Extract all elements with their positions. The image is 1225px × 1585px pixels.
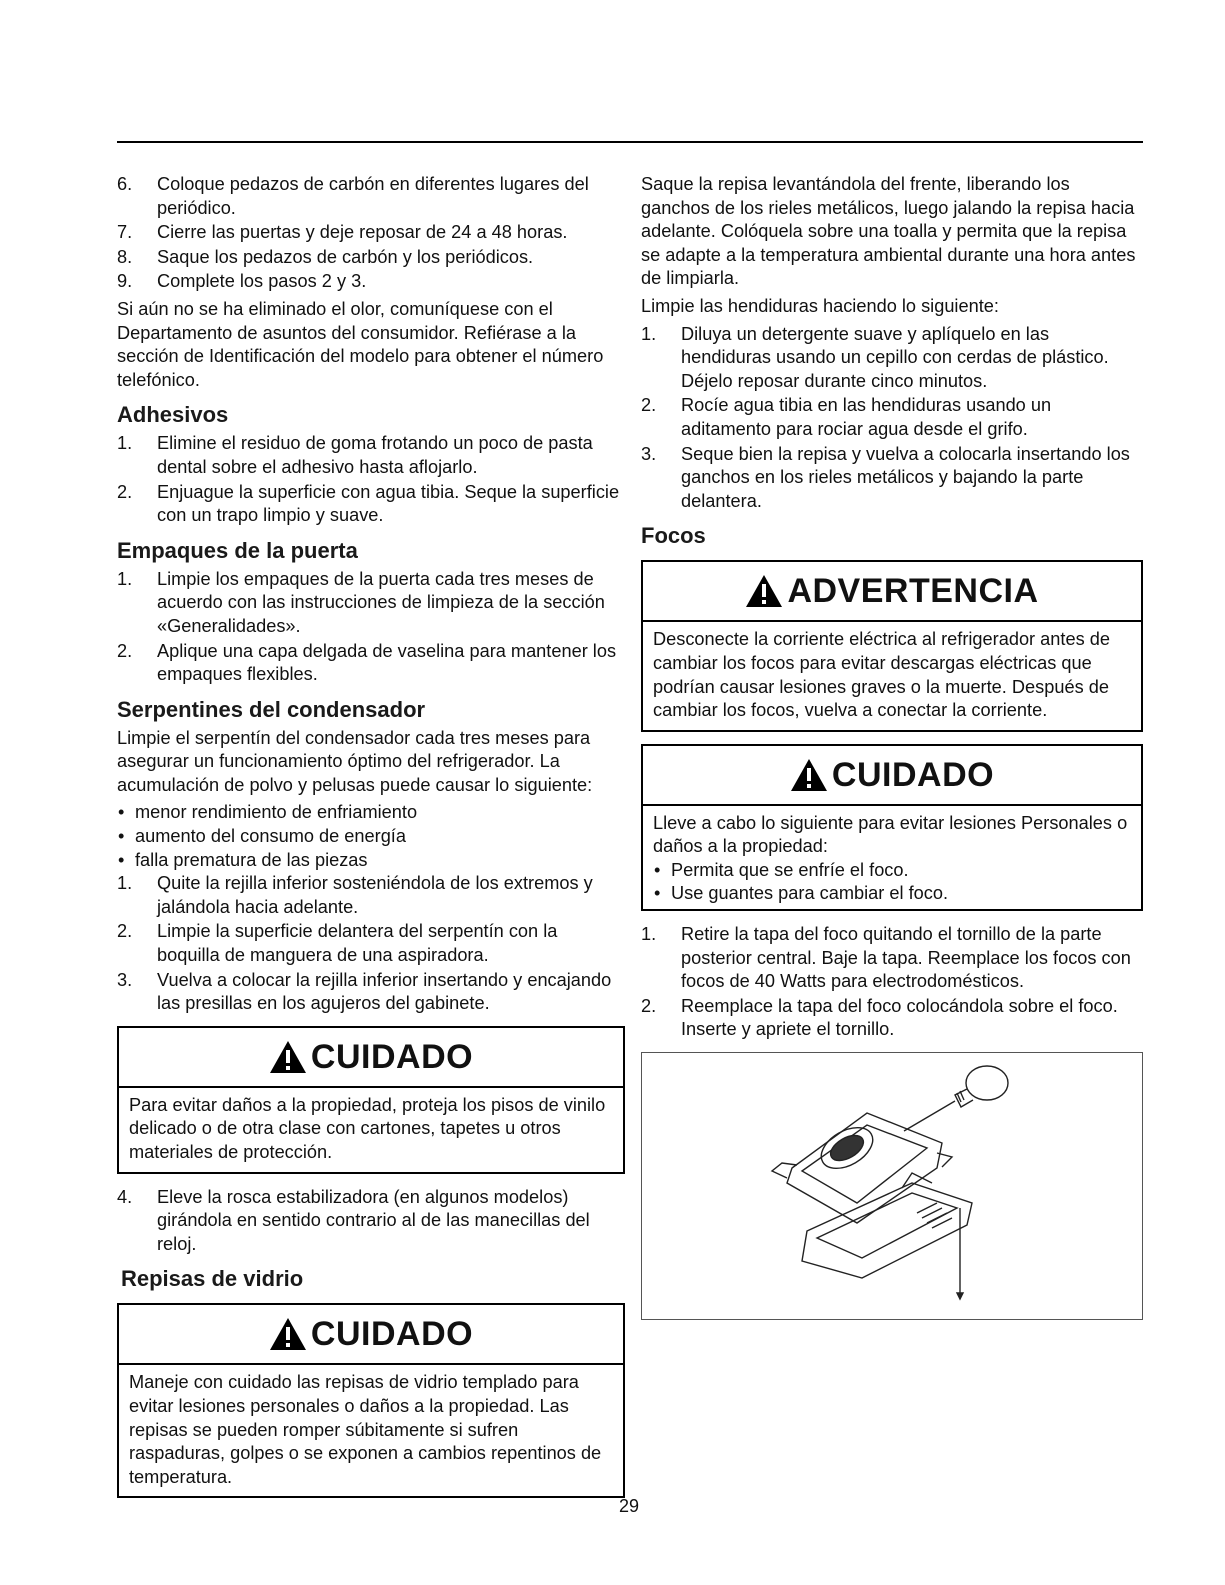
caution-header (119, 1028, 623, 1088)
caution-box-shelves (117, 1303, 625, 1498)
light-bulb-cover-illustration (641, 1052, 1143, 1320)
warning-word: ADVERTENCIA (787, 572, 1039, 611)
warning-triangle-icon (269, 1317, 307, 1351)
serpentines-bullets (117, 801, 625, 872)
list-item: 2. Aplique una capa delgada de vaselina para mantener los empaques flexibles. (117, 640, 617, 685)
bullet-icon: • (654, 883, 661, 904)
right-column (641, 173, 1143, 1320)
list-item: • aumento del consumo de energía (117, 825, 625, 849)
warning-triangle-icon (790, 758, 828, 792)
caution-header (643, 746, 1141, 806)
list-item: 3. Seque bien la repisa y vuelva a colocarla insertando los ganchos en los rieles metálicos y bajando la parte delantera. (641, 443, 1130, 511)
caution-header (119, 1305, 623, 1365)
heading-repisas: Repisas de vidrio (121, 1266, 304, 1292)
adhesivos-steps (117, 432, 625, 527)
list-item: 1. Limpie los empaques de la puerta cada tres meses de acuerdo con las instrucciones de limpieza de la sección «Generalidades». (117, 568, 605, 636)
list-item: 2. Enjuague la superficie con agua tibia. Seque la superficie con un trapo limpio y suave. (117, 481, 620, 526)
serpentines-steps (117, 872, 625, 1016)
leveling-step (117, 1186, 625, 1257)
caution-word: CUIDADO (310, 1315, 474, 1354)
heading-serpentines: Serpentines del condensador (117, 696, 426, 722)
list-item: 1. Retire la tapa del foco quitando el tornillo de la parte posterior central. Baje la tapa. Reemplace los focos con focos de 40 Watts para electrodomésticos. (641, 924, 1131, 992)
odor-note: Si aún no se ha eliminado el olor, comuníquese con el Departamento de asuntos del consumidor. Refiérase a la sección de Identificación del modelo para obtener el número telefónico. (117, 298, 604, 390)
bulb-steps (641, 923, 1143, 1042)
bullet-icon: • (118, 826, 125, 847)
bullet-icon: • (118, 802, 125, 823)
caution-word: CUIDADO (310, 1037, 474, 1076)
list-item: 2. Rocíe agua tibia en las hendiduras usando un aditamento para rociar agua desde el grifo. (641, 395, 1052, 439)
serpentines-intro: Limpie el serpentín del condensador cada tres meses para asegurar un funcionamiento óptimo del refrigerador. La acumulación de polvo y pelusas puede causar lo siguiente: (117, 727, 593, 795)
heading-adhesivos: Adhesivos (117, 402, 229, 428)
heading-empaques: Empaques de la puerta (117, 537, 358, 563)
warning-box (641, 560, 1143, 731)
list-item: 4. Eleve la rosca estabilizadora (en algunos modelos) girándola en sentido contrario al de las manecillas del reloj. (117, 1186, 590, 1254)
list-item: • Use guantes para cambiar el foco. (653, 882, 1131, 906)
list-item: 1. Diluya un detergente suave y aplíquelo en las hendiduras usando un cepillo con cerdas de plástico. Déjelo reposar durante cinco minutos. (641, 323, 1109, 391)
top-rule (117, 141, 1143, 143)
warning-triangle-icon (269, 1040, 307, 1074)
list-item: 1. Quite la rejilla inferior sosteniéndola de los extremos y jalándola hacia adelante. (117, 873, 593, 917)
list-item: 6. Coloque pedazos de carbón en diferentes lugares del periódico. (117, 174, 589, 218)
list-item: 2. Reemplace la tapa del foco colocándola sobre el foco. Inserte y apriete el tornillo. (641, 995, 1118, 1040)
bullet-icon: • (654, 859, 661, 880)
list-item: • menor rendimiento de enfriamiento (117, 801, 625, 825)
grooves-intro: Limpie las hendiduras haciendo lo siguiente: (641, 295, 999, 316)
left-column (117, 173, 625, 1510)
list-item: 7. Cierre las puertas y deje reposar de 24 a 48 horas. (117, 222, 568, 243)
grooves-steps (641, 323, 1143, 514)
bulb-cover-drawing (642, 1053, 1142, 1319)
warning-text: Desconecte la corriente eléctrica al refrigerador antes de cambiar los focos para evitar descargas eléctricas que podrían causar lesiones graves o la muerte. Después de cambiar los focos, vuelva a conectar la corriente. (653, 629, 1110, 721)
bullet-icon: • (118, 849, 125, 870)
caution-box-bulb (641, 744, 1143, 911)
warning-triangle-icon (745, 574, 783, 608)
list-item: • falla prematura de las piezas (117, 849, 625, 873)
list-item: 9. Complete los pasos 2 y 3. (117, 271, 367, 292)
list-item: 2. Limpie la superficie delantera del serpentín con la boquilla de manguera de una aspiradora. (117, 921, 558, 966)
warning-header (643, 562, 1141, 622)
page-number: 29 (619, 1496, 640, 1516)
caution-box-floors (117, 1026, 625, 1174)
list-item: 8. Saque los pedazos de carbón y los periódicos. (117, 246, 534, 267)
caution-text: Para evitar daños a la propiedad, proteja los pisos de vinilo delicado o de otra clase con cartones, tapetes u otros materiales de protección. (129, 1094, 606, 1162)
empaques-steps (117, 568, 625, 687)
caution-bullets (653, 859, 1131, 906)
odor-steps-list (117, 173, 625, 294)
caution-text: Maneje con cuidado las repisas de vidrio templado para evitar lesiones personales o daños a la propiedad. Las repisas se pueden romper súbitamente si sufren raspaduras, golpes o se exponen a cambios repentinos de temperatura. (129, 1372, 602, 1487)
list-item: • Permita que se enfríe el foco. (653, 859, 1131, 883)
caution-text: Lleve a cabo lo siguiente para evitar lesiones Personales o daños a la propiedad: (653, 812, 1128, 857)
list-item: 1. Elimine el residuo de goma frotando un poco de pasta dental sobre el adhesivo hasta aflojarlo. (117, 433, 593, 477)
list-item: 3. Vuelva a colocar la rejilla inferior insertando y encajando las presillas en los agujeros del gabinete. (117, 969, 612, 1014)
caution-word: CUIDADO (831, 755, 995, 794)
heading-focos: Focos (641, 523, 706, 549)
shelf-intro: Saque la repisa levantándola del frente, liberando los ganchos de los rieles metálicos, luego jalando la repisa hacia adelante. Colóquela sobre una toalla y permita que la repisa se adapte a la temperatura ambiental durante una hora antes de limpiarla. (641, 174, 1136, 289)
